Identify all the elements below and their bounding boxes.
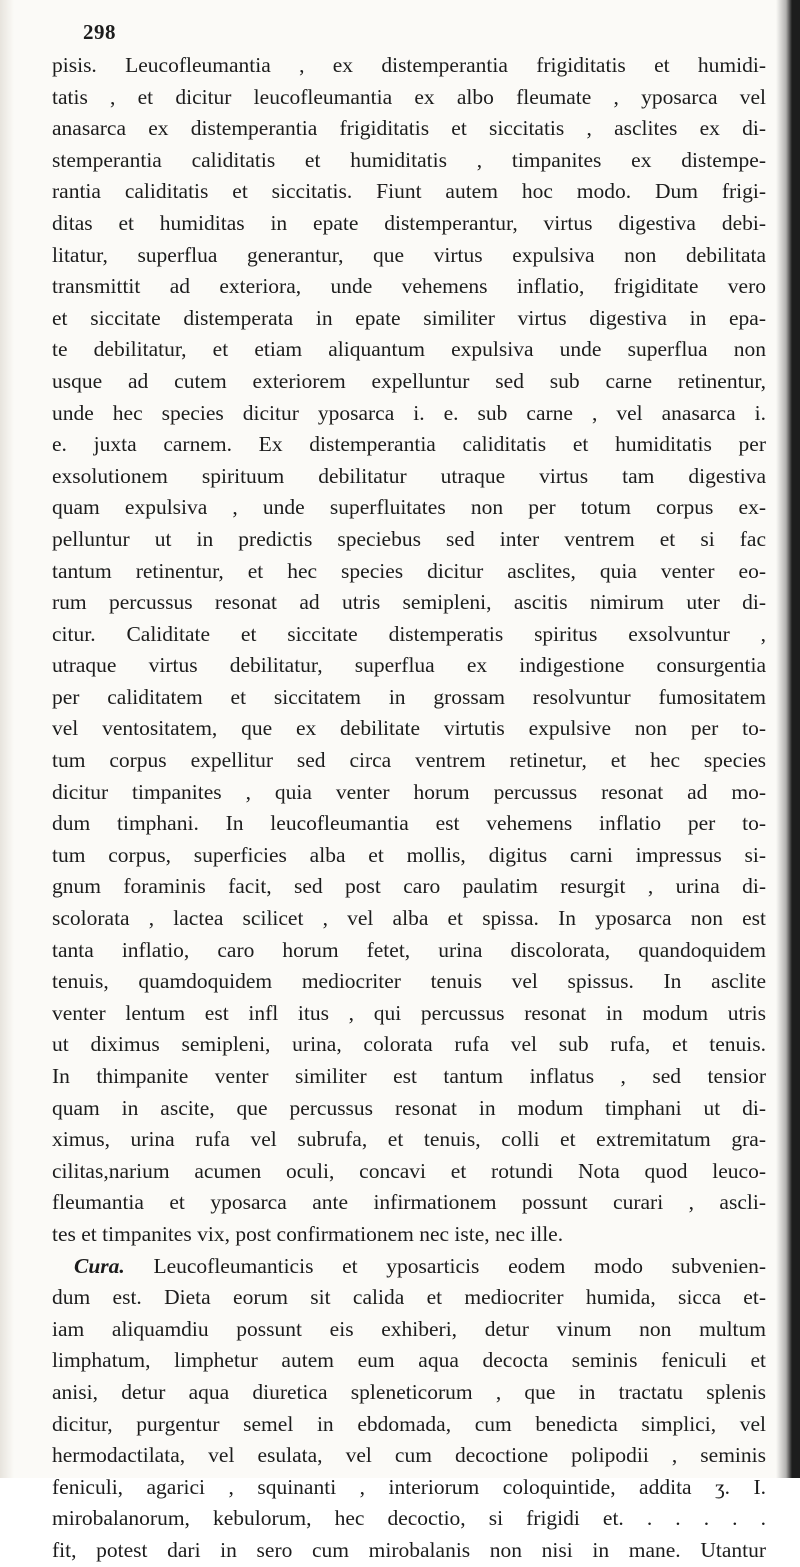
text-line: rantia caliditatis et siccitatis. Fiunt autem hoc modo. Dum frigi- bbox=[52, 179, 766, 204]
text-line: per caliditatem et siccitatem in grossam resolvuntur fumositatem bbox=[52, 684, 766, 709]
text-line: dicitur, purgentur semel in ebdomada, cum benedicta simplici, vel bbox=[52, 1411, 766, 1436]
text-line: anasarca ex distemperantia frigiditatis et siccitatis , asclites ex di- bbox=[52, 116, 766, 141]
text-line: feniculi, agarici , squinanti , interiorum coloquintide, addita ʒ. I. bbox=[52, 1474, 766, 1499]
body-text bbox=[52, 50, 766, 1567]
text-line: tantum retinentur, et hec species dicitur asclites, quia venter eo- bbox=[52, 558, 766, 583]
text-line: usque ad cutem exteriorem expelluntur sed sub carne retinentur, bbox=[52, 368, 766, 393]
text-line: vel ventositatem, que ex debilitate virtutis expulsive non per to- bbox=[52, 716, 766, 741]
text-line: iam aliquamdiu possunt eis exhiberi, detur vinum non multum bbox=[52, 1316, 766, 1341]
page-number: 298 bbox=[83, 20, 116, 44]
text-line: Leucofleumanticis et yposarticis eodem modo subvenien- bbox=[153, 1253, 766, 1278]
text-line: limphatum, limphetur autem eum aqua decocta seminis feniculi et bbox=[52, 1348, 766, 1373]
text-line: e. juxta carnem. Ex distemperantia caliditatis et humiditatis per bbox=[52, 432, 766, 457]
cura-paragraph-first-line bbox=[52, 1251, 766, 1283]
text-line: In thimpanite venter similiter est tantum inflatus , sed tensior bbox=[52, 1064, 766, 1088]
text-line: ut diximus semipleni, urina, colorata rufa vel sub rufa, et tenuis. bbox=[52, 1032, 766, 1057]
text-line: litatur, superflua generantur, que virtus expulsiva non debilitata bbox=[52, 242, 766, 267]
text-line: te debilitatur, et etiam aliquantum expulsiva unde superflua non bbox=[52, 337, 766, 362]
cura-heading: Cura. bbox=[74, 1253, 125, 1278]
text-line: dum timphani. In leucofleumantia est vehemens inflatio per to- bbox=[52, 811, 766, 836]
text-line: tum corpus, superficies alba et mollis, digitus carni impressus si- bbox=[52, 842, 766, 867]
text-line: gnum foraminis facit, sed post caro paulatim resurgit , urina di- bbox=[52, 874, 766, 899]
text-line: dicitur timpanites , quia venter horum percussus resonat ad mo- bbox=[52, 779, 766, 804]
text-line: tatis , et dicitur leucofleumantia ex albo fleumate , yposarca vel bbox=[52, 84, 766, 109]
text-line: pisis. Leucofleumantia , ex distemperantia frigiditatis et humidi- bbox=[52, 53, 766, 77]
text-line: tum corpus expellitur sed circa ventrem retinetur, et hec species bbox=[52, 748, 766, 773]
text-line: quam in ascite, que percussus resonat in modum timphani ut di- bbox=[52, 1095, 766, 1120]
text-line: venter lentum est infl itus , qui percussus resonat in modum utris bbox=[52, 1000, 766, 1025]
text-line: anisi, detur aqua diuretica spleneticorum , que in tractatu splenis bbox=[52, 1379, 766, 1404]
text-line: scolorata , lactea scilicet , vel alba et spissa. In yposarca non est bbox=[52, 906, 766, 931]
text-line: et siccitate distemperata in epate similiter virtus digestiva in epa- bbox=[52, 305, 766, 330]
text-line: fit, potest dari in sero cum mirobalanis non nisi in mane. Utantur bbox=[52, 1537, 766, 1562]
text-line: unde hec species dicitur yposarca i. e. sub carne , vel anasarca i. bbox=[52, 400, 766, 425]
page-left-shadow bbox=[0, 0, 14, 1478]
page-right-edge bbox=[776, 0, 800, 1478]
text-line: quam expulsiva , unde superfluitates non per totum corpus ex- bbox=[52, 495, 766, 520]
text-line: mirobalanorum, kebulorum, hec decoctio, si frigidi et. . . . . . bbox=[52, 1506, 766, 1531]
text-line: cilitas,narium acumen oculi, concavi et rotundi Nota quod leuco- bbox=[52, 1158, 766, 1183]
text-line: exsolutionem spirituum debilitatur utraque virtus tam digestiva bbox=[52, 463, 766, 488]
text-line: citur. Caliditate et siccitate distemperatis spiritus exsolvuntur , bbox=[52, 621, 766, 646]
text-line: hermodactilata, vel esulata, vel cum decoctione polipodii , seminis bbox=[52, 1443, 766, 1468]
text-line: rum percussus resonat ad utris semipleni, ascitis nimirum uter di- bbox=[52, 590, 766, 615]
text-line: stemperantia caliditatis et humiditatis , timpanites ex distempe- bbox=[52, 147, 766, 172]
text-line: pelluntur ut in predictis speciebus sed inter ventrem et si fac bbox=[52, 526, 766, 551]
text-line: utraque virtus debilitatur, superflua ex indigestione consurgentia bbox=[52, 653, 766, 678]
text-line: tenuis, quamdoquidem mediocriter tenuis vel spissus. In asclite bbox=[52, 969, 766, 994]
text-line: dum est. Dieta eorum sit calida et mediocriter humida, sicca et- bbox=[52, 1285, 766, 1310]
text-line: tanta inflatio, caro horum fetet, urina discolorata, quandoquidem bbox=[52, 937, 766, 962]
text-line: ditas et humiditas in epate distemperantur, virtus digestiva debi- bbox=[52, 210, 766, 235]
text-line: transmittit ad exteriora, unde vehemens inflatio, frigiditate vero bbox=[52, 274, 766, 299]
text-line: ximus, urina rufa vel subrufa, et tenuis, colli et extremitatum gra- bbox=[52, 1127, 766, 1152]
text-line: fleumantia et yposarca ante infirmationem possunt curari , ascli- bbox=[52, 1190, 766, 1215]
text-line: tes et timpanites vix, post confirmationem nec iste, nec ille. bbox=[52, 1221, 564, 1246]
